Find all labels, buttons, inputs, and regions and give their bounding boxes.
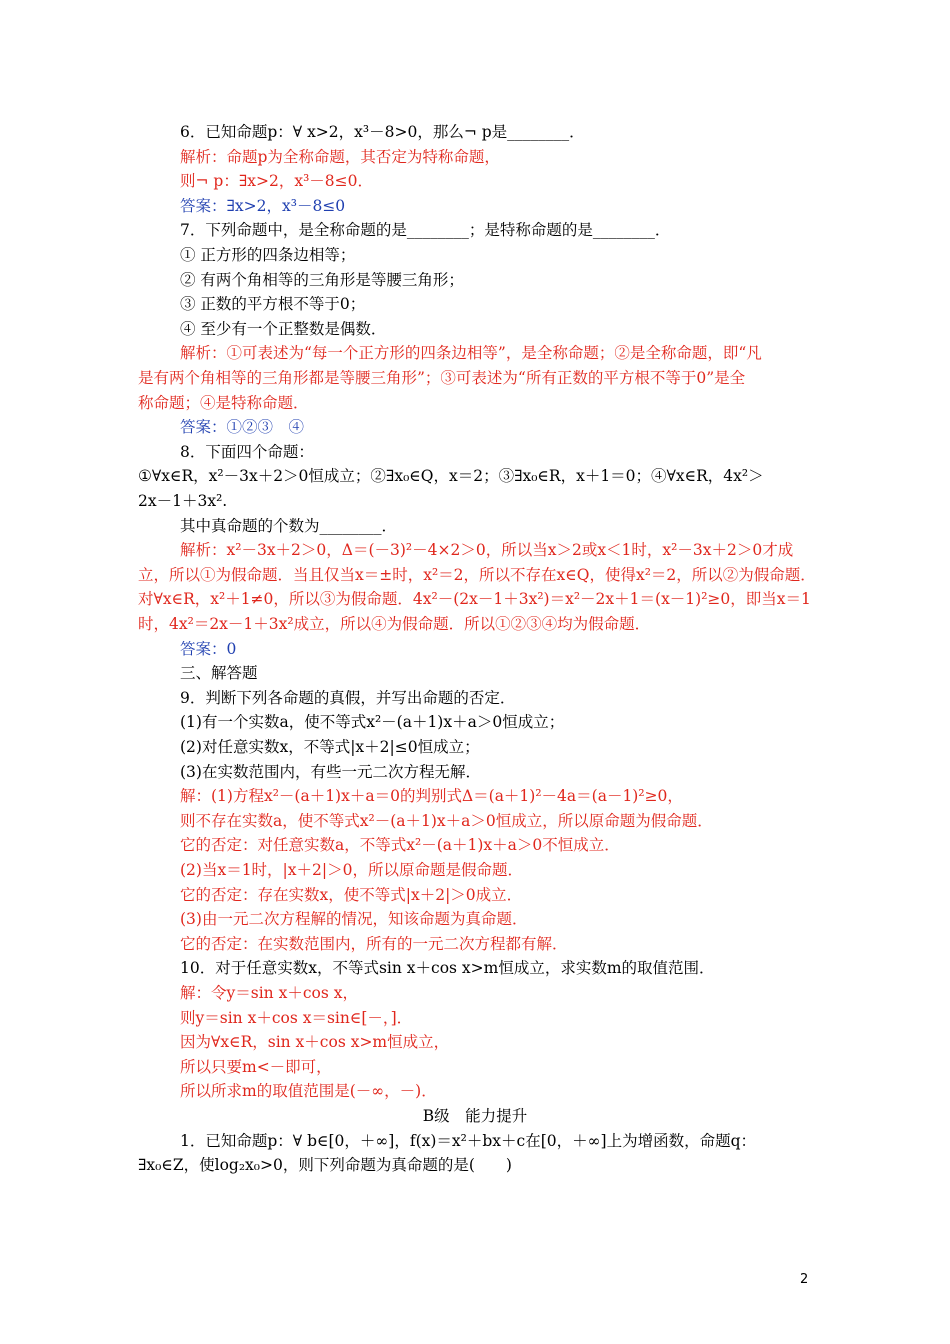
text-line: 则y＝sin x＋cos x＝sin∈[－，]． [180, 1008, 413, 1027]
text-line: 时，4x²＝2x－1＋3x²成立，所以④为假命题．所以①②③④均为假命题． [138, 615, 651, 633]
text-line: (3)由一元二次方程解的情况，知该命题为真命题． [180, 910, 528, 929]
text-line: 答案：∃x>2，x³－8≤0 [180, 196, 346, 215]
text-line: 立，所以①为假命题．当且仅当x＝±时，x²＝2，所以不存在x∈Q，使得x²＝2，所以②为假命题． [138, 565, 816, 584]
text-line: ③ 正数的平方根不等于0； [180, 295, 366, 314]
text-line: 它的否定：存在实数x，使不等式|x＋2|＞0成立． [180, 885, 523, 904]
text-line: 其中真命题的个数为________． [180, 516, 398, 535]
text-line: 解：(1)方程x²－(a＋1)x＋a＝0的判别式Δ＝(a＋1)²－4a＝(a－1)²≥0， [180, 787, 683, 806]
text-line: 所以所求m的取值范围是(－∞，－)． [180, 1082, 437, 1101]
text-line: 对∀x∈R，x²＋1≠0，所以③为假命题．4x²－(2x－1＋3x²)＝x²－2x＋1＝(x－1)²≥0，即当x＝1 [138, 590, 811, 609]
text-line: 解析：x²－3x＋2＞0，Δ＝(－3)²－4×2＞0，所以当x＞2或x＜1时，x²－3x＋2＞0才成 [180, 541, 794, 560]
text-line: 7．下列命题中，是全称命题的是________；是特称命题的是________． [180, 221, 671, 240]
text-line: B级 能力提升 [422, 1107, 528, 1125]
text-line: 答案：①②③ ④ [180, 418, 305, 437]
text-line: (2)当x＝1时，|x＋2|＞0，所以原命题是假命题． [180, 861, 523, 879]
text-line: 则不存在实数a，使不等式x²－(a＋1)x＋a＞0恒成立，所以原命题为假命题． [180, 811, 713, 830]
text-line: 9．判断下列各命题的真假，并写出命题的否定． [180, 688, 516, 707]
text-line: 2x－1＋3x². [138, 492, 228, 510]
text-line: ∃x₀∈Z，使log₂x₀>0，则下列命题为真命题的是( ) [138, 1156, 512, 1175]
text-line: (1)有一个实数a，使不等式x²－(a＋1)x＋a＞0恒成立； [180, 713, 565, 732]
text-line: 它的否定：对任意实数a，不等式x²－(a＋1)x＋a＞0不恒成立． [180, 836, 620, 855]
text-line: 解析：命题p为全称命题，其否定为特称命题， [180, 147, 500, 166]
text-line: 是有两个角相等的三角形都是等腰三角形”；③可表述为“所有正数的平方根不等于0”是全 [138, 369, 746, 387]
text-line: ① 正方形的四条边相等； [180, 246, 356, 264]
text-line: ①∀x∈R，x²－3x＋2＞0恒成立；②∃x₀∈Q，x＝2；③∃x₀∈R，x＋1＝0；④∀x∈R，4x²＞ [138, 467, 764, 486]
text-line: 解析：①可表述为“每一个正方形的四条边相等”，是全称命题；②是全称命题，即“凡 [180, 344, 762, 363]
text-line: 它的否定：在实数范围内，所有的一元二次方程都有解． [180, 934, 568, 953]
text-line: (2)对任意实数x，不等式|x＋2|≤0恒成立； [180, 738, 480, 756]
text-line: 所以只要m<－即可， [180, 1057, 332, 1076]
text-line: (3)在实数范围内，有些一元二次方程无解． [180, 762, 481, 781]
text-line: 答案：0 [180, 639, 237, 658]
text-line: 三、解答题 [180, 664, 258, 683]
text-line: ④ 至少有一个正整数是偶数． [180, 319, 387, 338]
text-line: 6．已知命题p：∀ x>2，x³－8>0，那么¬ p是________． [180, 123, 585, 141]
text-line: 因为∀x∈R，sin x＋cos x>m恒成立， [180, 1033, 450, 1052]
text-line: 1．已知命题p：∀ b∈[0，＋∞]，f(x)＝x²＋bx＋c在[0，＋∞]上为增函数，命题q： [180, 1131, 756, 1150]
text-line: 解：令y＝sin x＋cos x， [180, 984, 358, 1002]
page-number: 2 [800, 1272, 809, 1287]
text-line: 8．下面四个命题： [180, 442, 314, 461]
text-line: ② 有两个角相等的三角形是等腰三角形； [180, 270, 464, 289]
text-line: 10．对于任意实数x，不等式sin x＋cos x>m恒成立，求实数m的取值范围． [180, 959, 715, 978]
text-line: 则¬ p：∃x>2，x³－8≤0． [180, 172, 374, 191]
text-line: 称命题；④是特称命题． [138, 393, 309, 412]
